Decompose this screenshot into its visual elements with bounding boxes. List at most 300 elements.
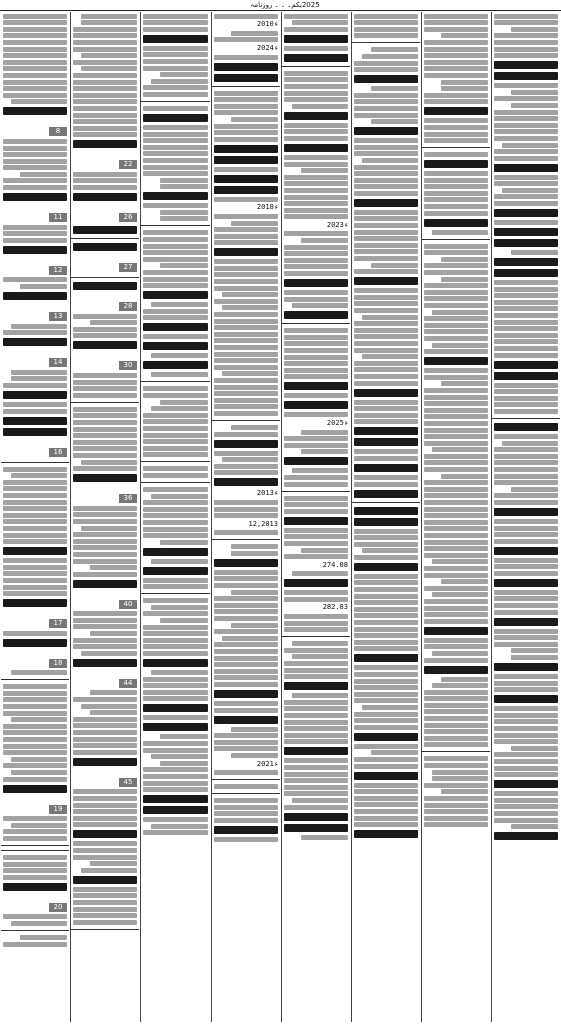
text-line	[284, 374, 348, 379]
text-line	[3, 526, 67, 531]
text-line	[494, 687, 558, 692]
text-line	[3, 513, 67, 518]
text-line	[424, 125, 488, 130]
article-separator	[141, 482, 210, 483]
text-line	[424, 414, 488, 419]
text-line	[143, 631, 208, 636]
text-line	[73, 552, 137, 557]
text-line	[432, 447, 488, 452]
text-line	[284, 208, 348, 213]
text-line	[3, 684, 67, 689]
text-line	[214, 325, 278, 330]
text-line	[511, 824, 558, 829]
text-line	[441, 789, 488, 794]
text-line	[214, 701, 278, 706]
figure-line: 2024ء	[256, 43, 278, 52]
text-line	[3, 816, 67, 821]
text-line	[494, 136, 558, 141]
text-line	[494, 83, 558, 88]
text-line	[143, 125, 208, 130]
text-line	[494, 493, 558, 498]
text-line	[143, 334, 208, 339]
text-line	[284, 502, 348, 507]
text-line	[3, 571, 67, 576]
article-headline	[73, 226, 137, 234]
text-line	[494, 149, 558, 154]
text-line	[354, 764, 418, 769]
text-line	[73, 697, 137, 702]
text-line	[143, 767, 208, 772]
text-line	[292, 20, 348, 25]
text-line	[494, 811, 558, 816]
text-line	[214, 259, 278, 264]
text-line	[214, 583, 278, 588]
article-separator	[422, 239, 490, 240]
text-line	[441, 257, 488, 262]
text-line	[3, 585, 67, 590]
text-line	[494, 346, 558, 351]
article-headline	[284, 813, 348, 821]
text-line	[354, 151, 418, 156]
text-line	[284, 328, 348, 333]
text-line	[424, 316, 488, 321]
text-line	[354, 67, 418, 72]
text-line	[90, 690, 137, 695]
text-line	[3, 277, 67, 282]
text-line	[424, 507, 488, 512]
article-separator	[71, 929, 139, 930]
text-line	[143, 158, 208, 163]
text-line	[3, 152, 67, 157]
text-line	[143, 46, 208, 51]
text-line	[284, 348, 348, 353]
text-line	[143, 92, 208, 97]
text-line	[284, 77, 348, 82]
text-line	[73, 433, 137, 438]
text-line	[354, 600, 418, 605]
text-line	[73, 427, 137, 432]
text-line	[143, 151, 208, 156]
text-line	[151, 353, 208, 358]
text-line	[494, 201, 558, 206]
text-line	[73, 413, 137, 418]
article-headline	[73, 758, 137, 766]
article-headline	[214, 559, 278, 567]
text-line	[143, 817, 208, 822]
article-headline	[3, 883, 67, 891]
text-line	[231, 551, 278, 556]
article-headline	[494, 372, 558, 380]
text-line	[143, 513, 208, 518]
text-line	[354, 587, 418, 592]
text-line	[354, 113, 418, 118]
text-line	[424, 729, 488, 734]
text-line	[354, 698, 418, 703]
text-line	[73, 545, 137, 550]
text-line	[354, 269, 418, 274]
text-line	[424, 756, 488, 761]
text-line	[494, 313, 558, 318]
text-line	[214, 97, 278, 102]
text-line	[160, 761, 208, 766]
article-separator	[282, 636, 350, 637]
text-line	[424, 599, 488, 604]
text-line	[214, 104, 278, 109]
text-line	[424, 696, 488, 701]
text-line	[284, 46, 348, 51]
text-line	[73, 822, 137, 827]
article-headline	[73, 830, 137, 838]
text-line	[73, 407, 137, 412]
text-line	[354, 594, 418, 599]
article-headline	[143, 192, 208, 200]
text-line	[151, 824, 208, 829]
text-line	[284, 648, 348, 653]
text-line	[494, 539, 558, 544]
text-line	[424, 513, 488, 518]
text-line	[284, 361, 348, 366]
article-headline	[73, 474, 137, 482]
text-line	[214, 530, 278, 535]
text-line	[73, 47, 137, 52]
article-number-badge: 28	[119, 302, 137, 311]
article-headline	[73, 659, 137, 667]
text-line	[214, 798, 278, 803]
article-headline	[494, 780, 558, 788]
text-line	[73, 453, 137, 458]
article-number-badge: 11	[49, 213, 67, 222]
text-line	[143, 244, 208, 249]
text-line	[424, 606, 488, 611]
text-line	[284, 393, 348, 398]
text-line	[424, 152, 488, 157]
article-headline	[214, 186, 278, 194]
text-line	[151, 559, 208, 564]
text-line	[160, 618, 208, 623]
text-line	[284, 231, 348, 236]
text-line	[502, 441, 558, 446]
article-separator	[212, 86, 280, 87]
text-line	[143, 533, 208, 538]
text-line	[143, 237, 208, 242]
text-line	[494, 532, 558, 537]
text-line	[424, 658, 488, 663]
article-headline	[494, 547, 558, 555]
article-headline	[354, 127, 418, 135]
text-line	[20, 172, 67, 177]
article-number-badge: 13	[49, 312, 67, 321]
text-line	[231, 590, 278, 595]
text-line	[73, 532, 137, 537]
text-line	[424, 20, 488, 25]
article-headline	[494, 258, 558, 266]
text-line	[354, 419, 418, 424]
text-line	[3, 146, 67, 151]
text-line	[441, 474, 488, 479]
text-line	[214, 124, 278, 129]
text-line	[354, 580, 418, 585]
text-line	[214, 266, 278, 271]
text-line	[424, 803, 488, 808]
text-line	[432, 651, 488, 656]
text-line	[424, 395, 488, 400]
text-line	[424, 368, 488, 373]
text-line	[3, 539, 67, 544]
text-line	[494, 383, 558, 388]
article-number-badge: 22	[119, 160, 137, 169]
article-headline	[214, 175, 278, 183]
text-line	[214, 740, 278, 745]
text-line	[424, 783, 488, 788]
text-line	[424, 408, 488, 413]
article-headline	[354, 75, 418, 83]
article-headline	[494, 209, 558, 217]
article-headline	[494, 269, 558, 277]
text-line	[494, 460, 558, 465]
text-line	[73, 638, 137, 643]
text-line	[90, 320, 137, 325]
text-line	[424, 138, 488, 143]
text-line	[292, 468, 348, 473]
article-headline	[143, 342, 208, 350]
text-line	[73, 27, 137, 32]
text-line	[3, 47, 67, 52]
text-line	[424, 290, 488, 295]
text-line	[73, 809, 137, 814]
text-line	[73, 803, 137, 808]
text-line	[284, 739, 348, 744]
text-line	[424, 388, 488, 393]
text-line	[143, 257, 208, 262]
text-line	[90, 861, 137, 866]
article-number-badge: 40	[119, 600, 137, 609]
article-headline	[3, 246, 67, 254]
text-line	[143, 59, 208, 64]
text-line	[362, 158, 418, 163]
figure-line: 2025ء	[326, 418, 348, 427]
text-line	[214, 432, 278, 437]
text-line	[222, 305, 278, 310]
text-line	[222, 292, 278, 297]
text-line	[494, 596, 558, 601]
text-line	[424, 520, 488, 525]
text-line	[354, 692, 418, 697]
text-line	[424, 184, 488, 189]
text-line	[354, 171, 418, 176]
text-line	[73, 119, 137, 124]
text-line	[424, 638, 488, 643]
text-line	[284, 509, 348, 514]
text-line	[284, 297, 348, 302]
text-line	[284, 175, 348, 180]
text-line	[143, 690, 208, 695]
article-separator	[282, 323, 350, 324]
text-line	[160, 210, 208, 215]
text-line	[494, 123, 558, 128]
text-line	[354, 249, 418, 254]
article-separator	[1, 845, 69, 846]
text-line	[214, 319, 278, 324]
text-line	[3, 875, 67, 880]
text-line	[432, 559, 488, 564]
text-line	[73, 506, 137, 511]
text-line	[3, 855, 67, 860]
text-line	[3, 829, 67, 834]
text-line	[424, 586, 488, 591]
text-line	[424, 690, 488, 695]
text-line	[214, 733, 278, 738]
text-line	[73, 106, 137, 111]
newspaper-column	[212, 12, 280, 1022]
article-headline	[3, 107, 67, 115]
text-line	[214, 37, 278, 42]
text-line	[424, 566, 488, 571]
text-line	[143, 611, 208, 616]
text-line	[3, 467, 67, 472]
text-line	[511, 90, 558, 95]
article-headline	[3, 639, 67, 647]
text-line	[3, 744, 67, 749]
text-line	[494, 33, 558, 38]
text-line	[354, 712, 418, 717]
text-line	[424, 296, 488, 301]
text-line	[424, 263, 488, 268]
text-line	[494, 300, 558, 305]
text-line	[424, 270, 488, 275]
text-line	[424, 619, 488, 624]
text-line	[73, 737, 137, 742]
text-line	[143, 106, 208, 111]
column-rule	[211, 12, 212, 1022]
text-line	[151, 406, 208, 411]
text-line	[354, 367, 418, 372]
text-line	[284, 271, 348, 276]
article-headline	[214, 440, 278, 448]
text-line	[354, 374, 418, 379]
text-line	[494, 558, 558, 563]
text-line	[284, 534, 348, 539]
figure-line: 2021ء	[256, 759, 278, 768]
text-line	[143, 419, 208, 424]
text-line	[214, 818, 278, 823]
text-line	[151, 605, 208, 610]
article-headline	[3, 391, 67, 399]
text-line	[494, 20, 558, 25]
text-line	[354, 822, 418, 827]
article-separator	[71, 238, 139, 239]
article-headline	[214, 156, 278, 164]
text-line	[284, 97, 348, 102]
text-line	[494, 220, 558, 225]
text-line	[73, 113, 137, 118]
article-headline	[73, 282, 137, 290]
text-line	[284, 758, 348, 763]
text-line	[81, 526, 137, 531]
text-line	[424, 191, 488, 196]
text-line	[354, 802, 418, 807]
text-line	[494, 603, 558, 608]
article-headline	[284, 579, 348, 587]
text-line	[424, 204, 488, 209]
text-line	[284, 791, 348, 796]
text-line	[73, 40, 137, 45]
text-line	[214, 500, 278, 505]
text-line	[424, 401, 488, 406]
article-headline	[354, 438, 418, 446]
text-line	[143, 466, 208, 471]
text-line	[424, 716, 488, 721]
text-line	[424, 540, 488, 545]
article-number-badge: 45	[119, 778, 137, 787]
text-line	[424, 742, 488, 747]
article-separator	[212, 539, 280, 540]
text-line	[3, 558, 67, 563]
text-line	[354, 106, 418, 111]
text-line	[231, 544, 278, 549]
text-line	[214, 214, 278, 219]
text-line	[73, 611, 137, 616]
text-line	[424, 809, 488, 814]
text-line	[284, 674, 348, 679]
article-headline	[494, 228, 558, 236]
text-line	[214, 675, 278, 680]
text-line	[354, 243, 418, 248]
text-line	[494, 156, 558, 161]
text-line	[143, 14, 208, 19]
text-line	[143, 638, 208, 643]
text-line	[424, 211, 488, 216]
text-line	[424, 723, 488, 728]
text-line	[90, 565, 137, 570]
text-line	[354, 725, 418, 730]
text-line	[214, 603, 278, 608]
article-headline	[3, 417, 67, 425]
text-line	[151, 754, 208, 759]
text-line	[354, 744, 418, 749]
text-line	[284, 778, 348, 783]
text-line	[284, 412, 348, 417]
text-line	[143, 584, 208, 589]
text-line	[73, 907, 137, 912]
text-line	[362, 705, 418, 710]
text-line	[143, 230, 208, 235]
text-line	[214, 385, 278, 390]
text-line	[143, 598, 208, 603]
article-separator	[1, 462, 69, 463]
text-line	[354, 61, 418, 66]
text-line	[494, 320, 558, 325]
text-line	[214, 649, 278, 654]
text-line	[73, 60, 137, 65]
text-line	[292, 654, 348, 659]
text-line	[214, 272, 278, 277]
article-headline	[354, 490, 418, 498]
article-headline	[354, 199, 418, 207]
column-rule	[281, 12, 282, 1022]
text-line	[301, 835, 348, 840]
text-line	[3, 942, 67, 947]
text-line	[73, 900, 137, 905]
text-line	[424, 434, 488, 439]
text-line	[143, 578, 208, 583]
article-number-badge: 36	[119, 494, 137, 503]
text-line	[73, 572, 137, 577]
text-line	[511, 250, 558, 255]
text-line	[371, 263, 418, 268]
article-headline	[73, 243, 137, 251]
text-line	[214, 811, 278, 816]
text-line	[214, 629, 278, 634]
